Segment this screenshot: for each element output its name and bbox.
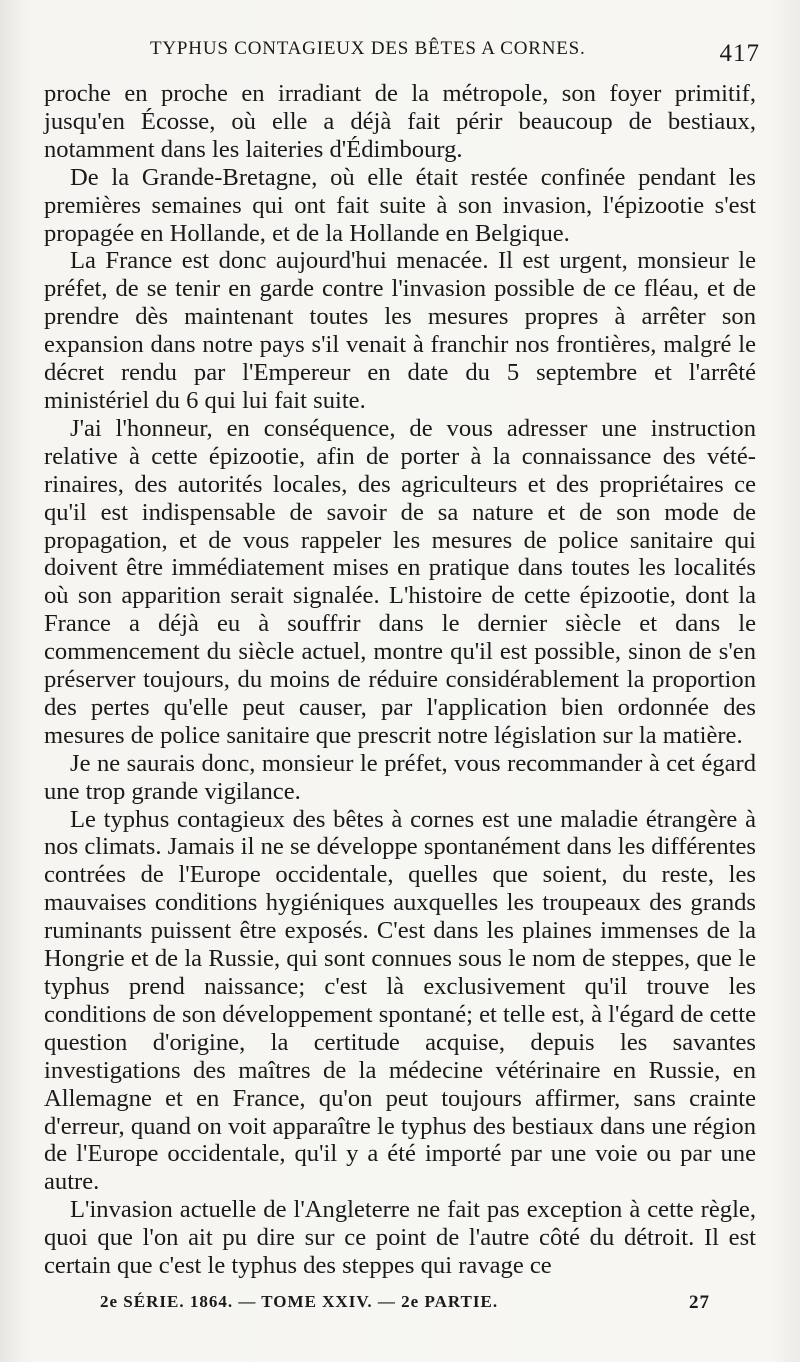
paragraph-3: La France est donc aujourd'hui menacée. Il est urgent, monsieur le préfet, de se tenir en garde contre l'invasion possible de ce fléau, et de prendre dès maintenant toutes les mesures propres à arrêter son expansion dans notre pays s'il venait à franchir nos frontières, malgré le décret rendu par l'Empereur en date du 5 septembre et l'arrêté ministériel du 6 qui lui fait suite. [44, 247, 756, 414]
running-title: TYPHUS CONTAGIEUX DES BÊTES A CORNES. [150, 38, 586, 59]
running-head [150, 38, 760, 78]
paragraph-5: Je ne saurais donc, monsieur le préfet, vous recommander à cet égard une trop grande vigilance. [44, 749, 756, 805]
signature-mark: 27 [689, 1292, 710, 1313]
paragraph-2: De la Grande-Bretagne, où elle était restée confinée pendant les premières semaines qui ont fait suite à son invasion, l'épizootie s'est propagée en Hollande, et de la Hollande en Belgique. [44, 163, 756, 247]
paragraph-7: L'invasion actuelle de l'Angleterre ne fait pas exception à cette règle, quoi que l'on ait pu dire sur ce point de l'autre côté du détroit. Il est certain que c'est le typhus des steppes qui ravage ce [44, 1196, 756, 1280]
paragraph-1: proche en proche en irradiant de la métropole, son foyer primitif, jusqu'en Écosse, où elle a déjà fait périr beaucoup de bestiaux, notamment dans les laiteries d'Édimbourg. [44, 80, 756, 163]
body-text [44, 80, 756, 1280]
page-number: 417 [719, 40, 760, 67]
series-line: 2e SÉRIE. 1864. — TOME XXIV. — 2e PARTIE. [100, 1292, 499, 1311]
page-footer [100, 1292, 710, 1322]
paragraph-4: J'ai l'honneur, en conséquence, de vous adresser une instruction relative à cette épizootie, afin de porter à la connaissance des vétérinaires, des autorités locales, des agriculteurs et des propriétaires ce qu'il est indispensable de savoir de sa nature et de son mode de propagation, et de vous rappeler les mesures de police sanitaire qui doivent être immédiatement mises en pratique dans toutes les localités où son apparition serait signalée. L'histoire de cette épizootie, dont la France a déjà eu à souffrir dans le dernier siècle et dans le commencement du siècle actuel, montre qu'il est possible, sinon de s'en préserver toujours, du moins de réduire considérablement la proportion des pertes qu'elle peut causer, par l'application bien ordonnée des mesures de police sanitaire que prescrit notre législation sur la matière. [44, 414, 756, 749]
paragraph-6: Le typhus contagieux des bêtes à cornes est une maladie étrangère à nos climats. Jamais il ne se développe spontanément dans les différentes contrées de l'Europe occidentale, quelles que soient, du reste, les mauvaises conditions hygiéniques auxquelles les troupeaux des grands ruminants puissent être exposés. C'est dans les plaines immenses de la Hongrie et de la Russie, qui sont connues sous le nom de steppes, que le typhus prend naissance; c'est là exclusivement qu'il trouve les conditions de son développement spontané; et telle est, à l'égard de cette question d'origine, la certitude acquise, depuis les savantes investigations des maîtres de la médecine vétérinaire en Russie, en Allemagne et en France, qu'on peut toujours affirmer, sans crainte d'erreur, quand on voit apparaître le typhus des bestiaux dans une région de l'Europe occidentale, qu'il y a été importé par une voie ou par une autre. [44, 805, 756, 1196]
